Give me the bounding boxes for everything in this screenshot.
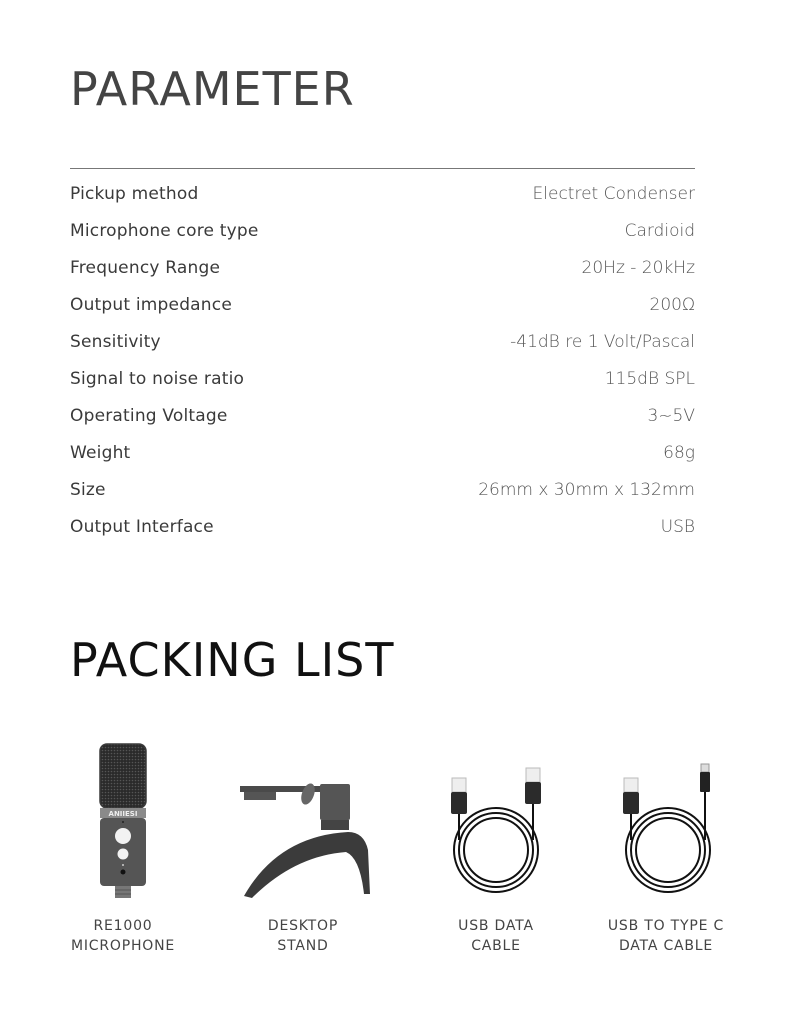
packing-list (0, 740, 790, 970)
svg-text:ANIIESI: ANIIESI (108, 810, 138, 818)
spec-label: Output impedance (70, 294, 232, 315)
spec-value: -41dB re 1 Volt/Pascal (510, 331, 695, 352)
packing-item-usb-type-c-cable (581, 740, 751, 954)
divider (70, 168, 695, 169)
spec-value: 68g (663, 442, 695, 463)
spec-value: Cardioid (624, 220, 695, 241)
spec-value: 26mm x 30mm x 132mm (478, 479, 695, 500)
parameter-heading: PARAMETER (70, 62, 355, 116)
spec-row (70, 249, 695, 286)
spec-label: Sensitivity (70, 331, 161, 352)
usb-cable-icon (441, 740, 551, 900)
spec-row (70, 286, 695, 323)
packing-item-usb-cable (411, 740, 581, 954)
item-caption: USB DATA CABLE (458, 918, 534, 954)
spec-label: Output Interface (70, 516, 214, 537)
packing-item-microphone (38, 740, 208, 954)
packing-list-heading: PACKING LIST (70, 633, 395, 687)
spec-row (70, 323, 695, 360)
spec-row (70, 508, 695, 545)
spec-label: Microphone core type (70, 220, 259, 241)
spec-row (70, 471, 695, 508)
spec-value: 3~5V (647, 405, 695, 426)
packing-item-desktop-stand (218, 740, 388, 954)
spec-label: Operating Voltage (70, 405, 228, 426)
spec-label: Frequency Range (70, 257, 221, 278)
spec-label: Signal to noise ratio (70, 368, 245, 389)
spec-label: Pickup method (70, 183, 199, 204)
spec-row (70, 360, 695, 397)
spec-value: USB (660, 516, 695, 537)
item-caption: RE1000 MICROPHONE (70, 918, 176, 954)
item-caption: DESKTOP STAND (267, 918, 339, 954)
spec-value: 115dB SPL (604, 368, 695, 389)
spec-row (70, 175, 695, 212)
spec-label: Weight (70, 442, 131, 463)
item-caption: USB TO TYPE C DATA CABLE (607, 918, 725, 954)
desktop-stand-icon (228, 740, 378, 900)
spec-value: 20Hz - 20kHz (581, 257, 695, 278)
usb-type-c-cable-icon (611, 740, 721, 900)
microphone-icon (83, 740, 163, 900)
spec-label: Size (70, 479, 106, 500)
spec-value: Electret Condenser (532, 183, 695, 204)
spec-row (70, 212, 695, 249)
spec-row (70, 397, 695, 434)
spec-table (70, 175, 695, 545)
spec-value: 200Ω (649, 294, 695, 315)
spec-row (70, 434, 695, 471)
